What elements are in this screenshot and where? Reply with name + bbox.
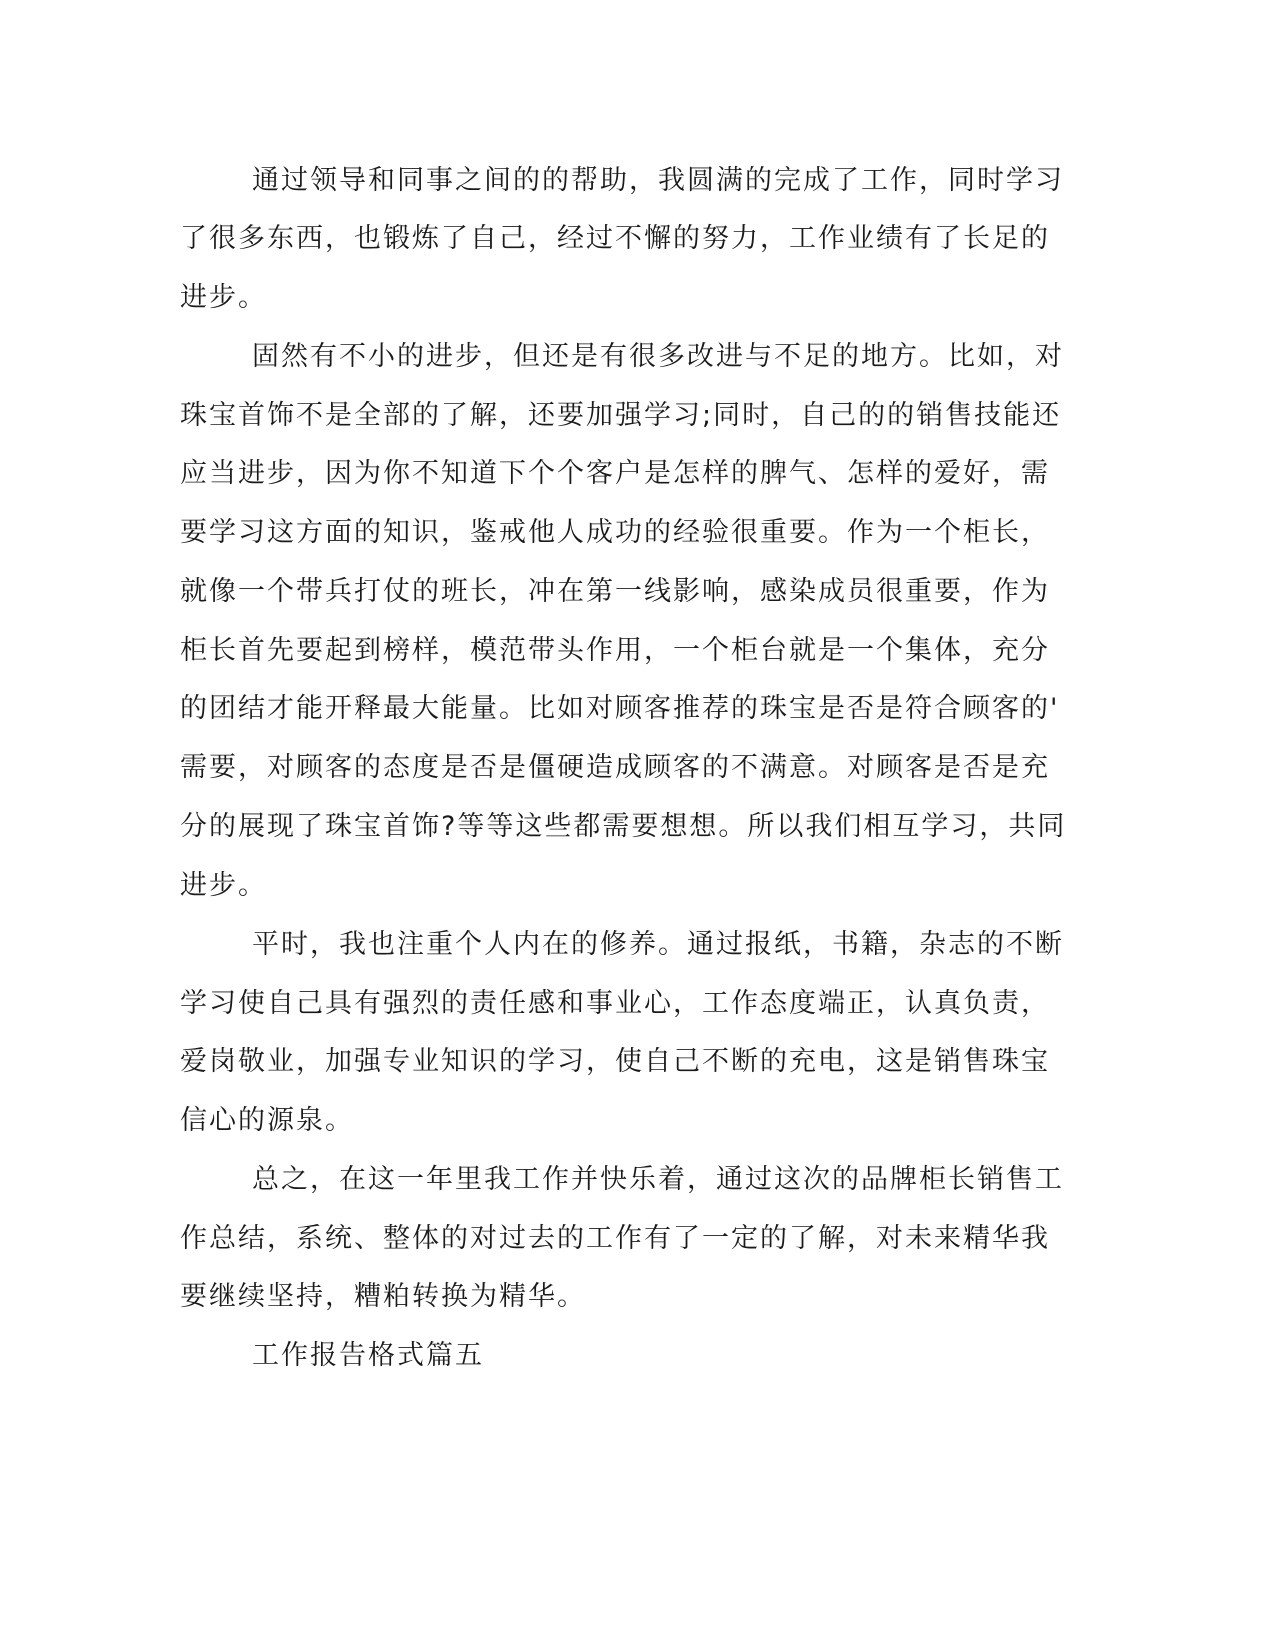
paragraph-2-line-9: 分的展现了珠宝首饰?等等这些都需要想想。所以我们相互学习，共同: [180, 811, 1067, 842]
paragraph-4-line-1: 总之，在这一年里我工作并快乐着，通过这次的品牌柜长销售工: [252, 1164, 1064, 1195]
paragraph-1-line-2: 了很多东西，也锻炼了自己，经过不懈的努力，工作业绩有了长足的: [180, 223, 1050, 254]
paragraph-2-line-5: 就像一个带兵打仗的班长，冲在第一线影响，感染成员很重要，作为: [180, 576, 1050, 607]
paragraph-2-line-6: 柜长首先要起到榜样，模范带头作用，一个柜台就是一个集体，充分: [180, 635, 1050, 666]
paragraph-1-line-1: 通过领导和同事之间的的帮助，我圆满的完成了工作，同时学习: [252, 165, 1064, 196]
paragraph-2-line-3: 应当进步，因为你不知道下个个客户是怎样的脾气、怎样的爱好，需: [180, 458, 1050, 489]
section-heading: 工作报告格式篇五: [252, 1340, 484, 1371]
paragraph-3-line-4: 信心的源泉。: [180, 1105, 354, 1136]
paragraph-2-line-1: 固然有不小的进步，但还是有很多改进与不足的地方。比如，对: [252, 341, 1064, 372]
paragraph-3-line-1: 平时，我也注重个人内在的修养。通过报纸，书籍，杂志的不断: [252, 929, 1064, 960]
paragraph-2-line-4: 要学习这方面的知识，鉴戒他人成功的经验很重要。作为一个柜长，: [180, 517, 1050, 548]
paragraph-2-line-7: 的团结才能开释最大能量。比如对顾客推荐的珠宝是否是符合顾客的': [180, 693, 1060, 724]
paragraph-3-line-2: 学习使自己具有强烈的责任感和事业心，工作态度端正，认真负责，: [180, 988, 1050, 1019]
paragraph-2-line-10: 进步。: [180, 870, 267, 901]
paragraph-4-line-3: 要继续坚持，糟粕转换为精华。: [180, 1281, 586, 1312]
paragraph-3-line-3: 爱岗敬业，加强专业知识的学习，使自己不断的充电，这是销售珠宝: [180, 1046, 1050, 1077]
paragraph-4-line-2: 作总结，系统、整体的对过去的工作有了一定的了解，对未来精华我: [180, 1223, 1050, 1254]
paragraph-2-line-2: 珠宝首饰不是全部的了解，还要加强学习;同时，自己的的销售技能还: [180, 400, 1062, 431]
paragraph-2-line-8: 需要，对顾客的态度是否是僵硬造成顾客的不满意。对顾客是否是充: [180, 752, 1050, 783]
paragraph-1-line-3: 进步。: [180, 282, 267, 313]
